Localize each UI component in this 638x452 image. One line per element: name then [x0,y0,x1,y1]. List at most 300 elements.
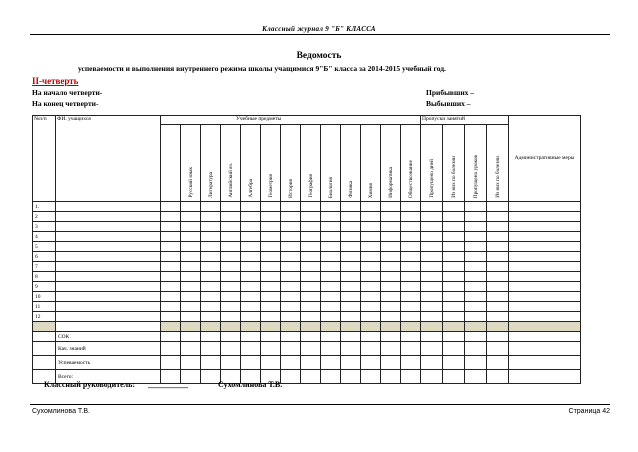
grade-cell [321,232,341,242]
col-header-subjects: Учебные предметы [161,116,421,125]
grade-cell [301,342,321,356]
grade-cell [381,222,401,232]
grade-cell [361,232,381,242]
grade-cell [421,202,443,212]
grade-cell [321,252,341,262]
signature-blank: __________ [148,380,188,389]
grade-cell [181,356,201,370]
grade-cell [465,302,487,312]
table-row [33,282,581,292]
grade-cell [509,370,581,384]
grade-cell [361,272,381,282]
row-number-cell: 1. [33,202,56,212]
table-row [33,272,581,282]
grade-cell [201,212,221,222]
grade-cell [261,232,281,242]
grade-cell [261,272,281,282]
grade-cell [401,252,421,262]
journal-header-title: Классный журнал 9 "Б" КЛАССА [262,25,376,33]
grade-cell [181,312,201,322]
grade-cell [201,342,221,356]
grade-cell [301,302,321,312]
grade-cell [401,222,421,232]
subject-label: Обществознание [407,159,414,198]
grade-cell [301,222,321,232]
subject-label: Биология [327,176,334,198]
grade-cell [361,302,381,312]
absence-label: Пропущено дней [428,159,435,198]
grade-cell [509,272,581,282]
grade-cell [443,272,465,282]
grade-cell [241,302,261,312]
subject-label: Геометрия [267,174,274,198]
grade-cell [321,292,341,302]
grade-cell [241,222,261,232]
grade-cell [201,292,221,302]
grade-cell [261,312,281,322]
subject-label: Физика [347,181,354,198]
grade-cell [281,232,301,242]
grade-cell [443,212,465,222]
grade-cell [361,370,381,384]
grade-cell [509,262,581,272]
grade-cell [181,292,201,302]
grade-cell [241,202,261,212]
grade-cell [361,222,381,232]
grade-cell [161,262,181,272]
grade-cell [509,342,581,356]
row-name-cell [56,222,161,232]
grade-cell [261,282,281,292]
grade-cell [381,322,401,332]
grade-cell [221,252,241,262]
grade-cell [421,262,443,272]
subject-label: Русский язык [187,167,194,198]
row-name-cell: Всего: [56,370,161,384]
grade-cell [443,252,465,262]
grade-cell [241,262,261,272]
grade-cell [261,262,281,272]
row-name-cell [56,262,161,272]
grade-cell [443,342,465,356]
table-row [33,242,581,252]
grade-cell [509,232,581,242]
grade-cell [221,272,241,282]
grade-cell [181,272,201,282]
row-number-cell: 2 [33,212,56,222]
quarter-label: II-четверть [32,76,79,86]
grade-cell [401,272,421,282]
grade-cell [487,370,509,384]
row-name-cell: Кач. знаний [56,342,161,356]
row-number-cell: 8 [33,272,56,282]
table-row [33,232,581,242]
grade-cell [301,292,321,302]
grade-cell [221,322,241,332]
grade-cell [341,252,361,262]
grade-cell [221,262,241,272]
grade-cell [487,272,509,282]
grade-cell [401,322,421,332]
arrived-label: Прибывших – [426,88,475,97]
row-name-cell [56,212,161,222]
grade-cell [221,212,241,222]
grade-cell [487,292,509,302]
row-name-cell [56,282,161,292]
grade-cell [301,262,321,272]
subject-header [361,125,381,202]
grade-cell [321,342,341,356]
grade-cell [487,356,509,370]
grade-cell [301,242,321,252]
grade-cell [401,302,421,312]
grade-cell [487,252,509,262]
grade-cell [443,282,465,292]
grade-cell [241,212,261,222]
subject-header [401,125,421,202]
grade-cell [201,222,221,232]
grade-cell [509,242,581,252]
grade-cell [241,322,261,332]
grade-cell [181,282,201,292]
subject-header [201,125,221,202]
grade-cell [301,370,321,384]
grade-cell [241,342,261,356]
grade-cell [321,322,341,332]
grade-cell [421,322,443,332]
grade-cell [301,312,321,322]
grade-cell [443,356,465,370]
table-row [33,356,581,370]
grade-cell [261,322,281,332]
grade-cell [401,292,421,302]
grade-cell [341,282,361,292]
grade-cell [201,312,221,322]
grade-cell [221,242,241,252]
grade-cell [381,370,401,384]
grade-cell [281,212,301,222]
grade-cell [401,212,421,222]
grade-cell [161,222,181,232]
grade-cell [361,212,381,222]
grade-cell [281,332,301,342]
grade-cell [201,242,221,252]
grade-cell [509,212,581,222]
grade-cell [381,262,401,272]
grade-cell [161,272,181,282]
grade-cell [487,332,509,342]
subject-label: История [287,179,294,198]
grade-cell [201,302,221,312]
grade-cell [201,232,221,242]
grade-cell [401,342,421,356]
row-number-cell [33,322,56,332]
grade-cell [509,356,581,370]
grade-cell [509,222,581,232]
table-row [33,322,581,332]
row-name-cell [56,232,161,242]
grade-cell [321,302,341,312]
grade-cell [321,212,341,222]
grade-cell [361,262,381,272]
grade-cell [361,342,381,356]
grade-cell [381,292,401,302]
grade-cell [341,322,361,332]
grade-cell [465,242,487,252]
grade-cell [361,332,381,342]
grade-cell [509,322,581,332]
grade-cell [421,292,443,302]
absence-label: Из них по болезни [494,156,501,198]
grade-cell [241,282,261,292]
row-number-cell: 6 [33,252,56,262]
row-name-cell [56,272,161,282]
grade-cell [421,282,443,292]
row-name-cell: Успеваемость [56,356,161,370]
document-subtitle: успеваемости и выполнения внутреннего режима школы учащимися 9"Б" класса за 2014-2015 учебный год. [78,64,446,73]
grade-cell [201,322,221,332]
grade-cell [341,272,361,282]
grade-cell [221,312,241,322]
left-label: Выбывших – [426,99,471,108]
grade-cell [341,292,361,302]
grade-cell [181,302,201,312]
grade-cell [341,370,361,384]
subject-header [381,125,401,202]
grade-cell [421,272,443,282]
subject-header [181,125,201,202]
row-number-cell: 12 [33,312,56,322]
grade-cell [161,242,181,252]
grade-cell [421,332,443,342]
row-number-cell: 11 [33,302,56,312]
grade-cell [401,312,421,322]
subject-label: Информатика [387,167,394,198]
subject-label: Английский яз. [227,163,234,198]
grade-cell [361,252,381,262]
table-row [33,342,581,356]
grade-cell [421,370,443,384]
grade-cell [341,222,361,232]
header-divider [30,34,610,35]
grade-cell [161,332,181,342]
grade-cell [443,242,465,252]
grade-cell [381,252,401,262]
grade-cell [181,202,201,212]
grade-cell [361,312,381,322]
grade-cell [281,242,301,252]
grade-cell [241,252,261,262]
col-header-name: ФИ. учащихся [56,116,161,202]
grade-cell [161,302,181,312]
grade-cell [381,312,401,322]
grade-cell [261,332,281,342]
footer-author: Сухомлинова Т.В. [32,408,90,415]
grade-cell [465,282,487,292]
grade-cell [421,342,443,356]
grade-cell [181,222,201,232]
grade-cell [509,282,581,292]
grade-cell [261,252,281,262]
grade-cell [221,332,241,342]
grade-cell [181,332,201,342]
col-header-subject-blank [161,125,181,202]
grade-cell [487,322,509,332]
grade-cell [161,356,181,370]
absence-header [465,125,487,202]
grade-cell [181,232,201,242]
grade-cell [465,272,487,282]
end-of-quarter-label: На конец четверти- [32,99,99,108]
grade-cell [401,356,421,370]
grade-cell [421,212,443,222]
grade-cell [281,282,301,292]
grade-cell [301,282,321,292]
grade-cell [281,312,301,322]
grade-cell [381,282,401,292]
row-name-cell [56,252,161,262]
table-row [33,312,581,322]
grade-cell [261,222,281,232]
grade-cell [321,262,341,272]
grade-cell [241,332,261,342]
grade-cell [221,222,241,232]
grade-cell [201,252,221,262]
grade-cell [443,322,465,332]
grade-cell [241,232,261,242]
grade-cell [241,312,261,322]
absence-header [443,125,465,202]
grade-cell [509,252,581,262]
grade-cell [261,342,281,356]
row-name-cell [56,242,161,252]
grade-cell [301,356,321,370]
grade-cell [281,222,301,232]
footer-divider [30,404,610,405]
row-name-cell [56,302,161,312]
grade-cell [301,332,321,342]
grade-cell [341,342,361,356]
grade-cell [341,262,361,272]
grade-cell [509,332,581,342]
grade-cell [281,356,301,370]
grade-cell [321,312,341,322]
grade-cell [321,242,341,252]
grade-cell [201,202,221,212]
grade-cell [181,252,201,262]
grade-cell [241,356,261,370]
row-number-cell [33,342,56,356]
absence-header [487,125,509,202]
grade-cell [465,262,487,272]
row-name-cell [56,312,161,322]
grade-cell [201,272,221,282]
table-row [33,212,581,222]
grade-cell [301,202,321,212]
subject-header [221,125,241,202]
grade-cell [301,272,321,282]
grade-cell [281,202,301,212]
grade-cell [401,262,421,272]
absence-header [421,125,443,202]
subject-header [261,125,281,202]
grade-cell [281,262,301,272]
table-row [33,202,581,212]
row-number-cell: 3 [33,222,56,232]
grade-cell [161,252,181,262]
grade-cell [281,342,301,356]
row-number-cell: 9 [33,282,56,292]
grade-cell [509,312,581,322]
grade-cell [443,332,465,342]
grade-cell [487,262,509,272]
grade-cell [321,282,341,292]
grade-cell [301,232,321,242]
subject-header [281,125,301,202]
grade-cell [381,356,401,370]
grade-cell [301,322,321,332]
grade-cell [421,302,443,312]
grade-cell [381,232,401,242]
grade-cell [161,232,181,242]
grade-cell [381,332,401,342]
grade-cell [465,232,487,242]
subject-header [241,125,261,202]
grade-cell [341,202,361,212]
grade-cell [421,232,443,242]
absence-label: Из них по болезни [450,156,457,198]
grade-cell [509,202,581,212]
grade-cell [161,312,181,322]
grade-cell [487,222,509,232]
grade-cell [181,262,201,272]
grade-cell [421,242,443,252]
subject-header [301,125,321,202]
grade-cell [241,272,261,282]
grade-cell [443,222,465,232]
grade-cell [381,302,401,312]
absence-label: Пропущено уроков [472,154,479,198]
grade-cell [401,282,421,292]
grade-cell [201,356,221,370]
grade-cell [261,202,281,212]
start-of-quarter-label: На начало четверти- [32,88,103,97]
grade-cell [487,232,509,242]
grade-cell [261,242,281,252]
table-row [33,302,581,312]
grade-cell [421,312,443,322]
grade-cell [221,282,241,292]
grade-cell [487,212,509,222]
grade-cell [487,312,509,322]
table-row [33,252,581,262]
grade-cell [241,242,261,252]
grade-cell [401,370,421,384]
grade-cell [321,222,341,232]
grade-cell [341,302,361,312]
grade-cell [341,332,361,342]
grade-cell [465,322,487,332]
grade-cell [421,356,443,370]
grade-cell [465,356,487,370]
grade-cell [221,342,241,356]
grade-cell [181,212,201,222]
grade-cell [261,292,281,302]
grade-cell [201,282,221,292]
grade-cell [281,302,301,312]
grade-cell [341,242,361,252]
grade-cell [281,322,301,332]
